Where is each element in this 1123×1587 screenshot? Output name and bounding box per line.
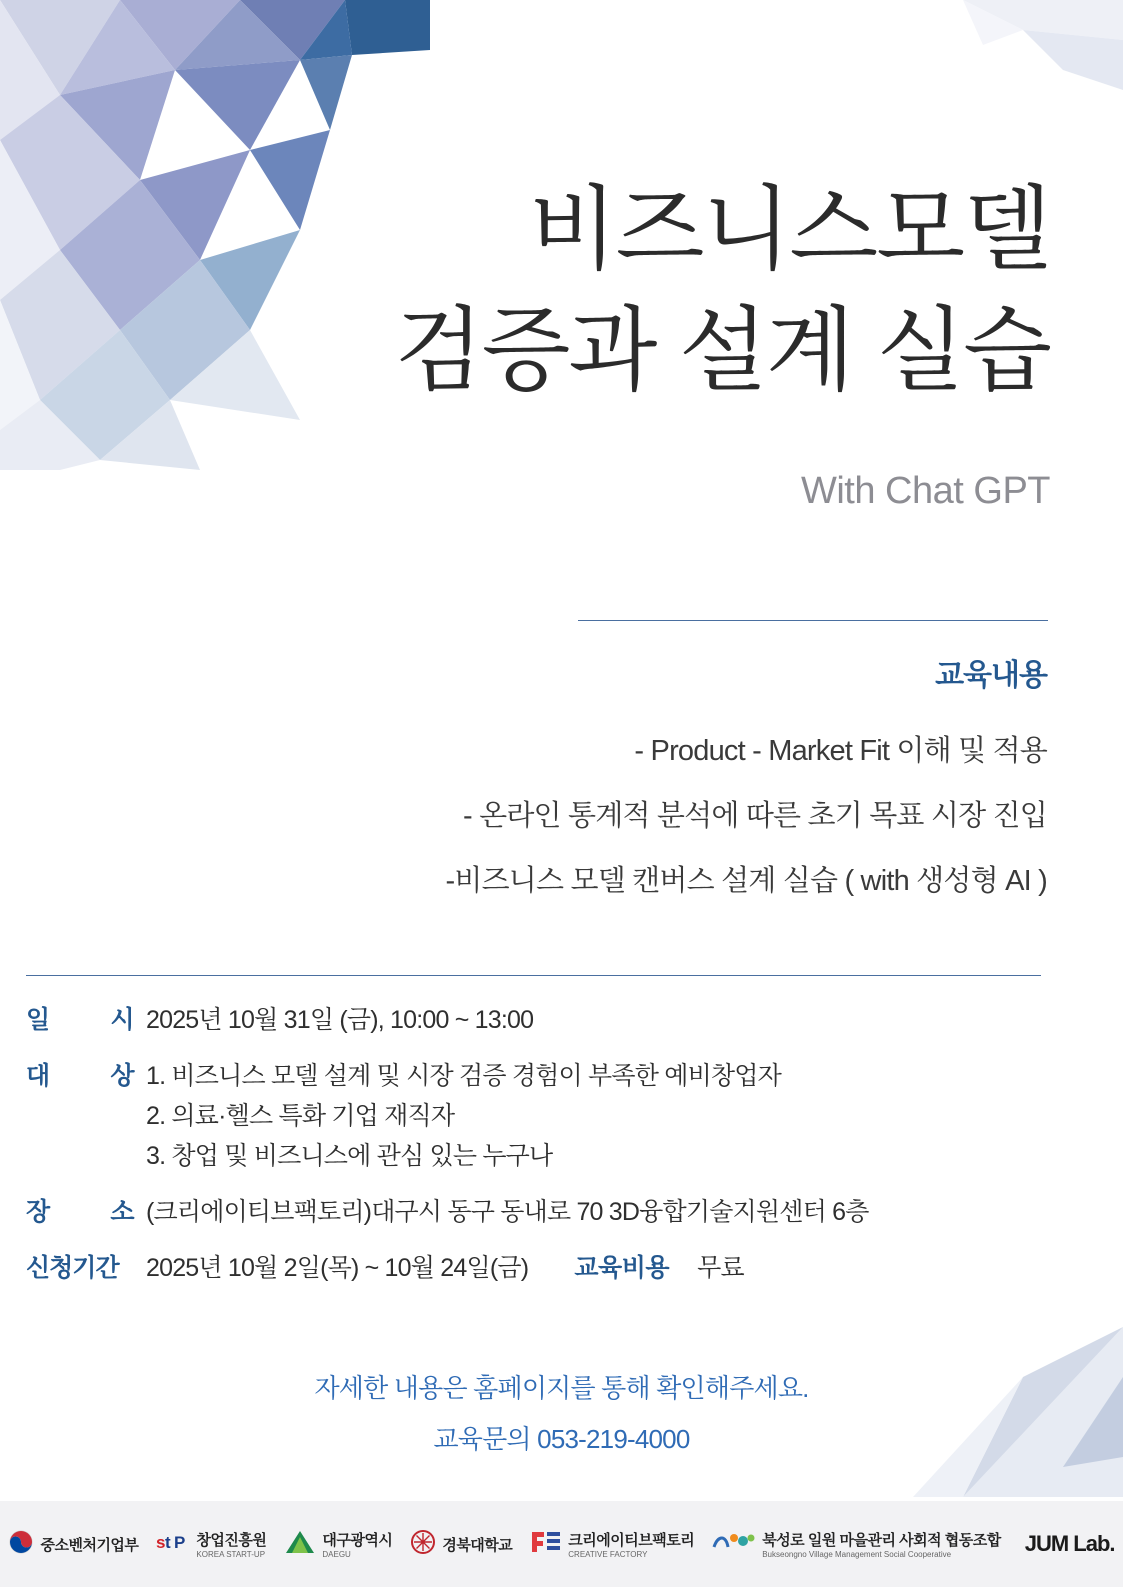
notice-line-1: 자세한 내용은 홈페이지를 통해 확인해주세요.: [314, 1373, 809, 1403]
title-line-1: 비즈니스모델: [528, 179, 1050, 281]
notice-line-2: 교육문의 053-219-4000: [433, 1424, 690, 1454]
logo-knu: [410, 1529, 512, 1559]
poster-title: [0, 170, 1050, 413]
divider-middle: [26, 975, 1041, 976]
info-label-place-char2: 소: [110, 1198, 134, 1226]
logo-sub-daegu-city: DAEGU: [322, 1550, 351, 1559]
info-value-place: (크리에이티브팩토리)대구시 동구 동내로 70 3D융합기술지원센터 6층: [146, 1198, 869, 1226]
polygon-artwork-top-right: [873, 0, 1123, 120]
logo-label-daegu-city: 대구광역시 DAEGU: [322, 1532, 393, 1559]
info-label-datetime-char2: 시: [110, 1006, 134, 1034]
application-period-text: 2025년 10월 2일(목) ~ 10월 24일(금): [146, 1254, 529, 1282]
info-value-datetime: 2025년 10월 31일 (금), 10:00 ~ 13:00: [146, 1006, 534, 1034]
info-label-place-char1: 장: [26, 1198, 50, 1226]
footer-notice: [0, 1368, 1123, 1456]
logo-sub-kised: KOREA START-UP: [196, 1550, 266, 1559]
logo-ministry-sme: [8, 1529, 138, 1559]
info-value-target: [146, 1056, 781, 1176]
knu-emblem-icon: [410, 1529, 436, 1559]
education-contents-heading: 교육내용: [935, 659, 1047, 692]
logo-creative-factory: [530, 1529, 694, 1559]
svg-text:P: P: [174, 1533, 186, 1552]
bukseongno-symbol-icon: [712, 1529, 756, 1559]
info-value-fee: 무료: [697, 1254, 744, 1282]
logo-daegu-city: [284, 1529, 392, 1559]
info-row-datetime: [26, 1000, 1086, 1040]
info-label-target: [26, 1056, 146, 1092]
logo-label-creative-factory: 크리에이티브팩토리 CREATIVE FACTORY: [568, 1532, 695, 1559]
event-info-table: [26, 1000, 1086, 1304]
taegeuk-icon: [8, 1529, 34, 1559]
info-label-application-period: 신청기간: [26, 1254, 119, 1282]
target-item-2: 2. 의료·헬스 특화 기업 재직자: [146, 1102, 455, 1130]
info-label-target-char2: 상: [110, 1062, 134, 1090]
svg-text:s: s: [156, 1533, 166, 1552]
logo-label-jum-lab: JUM Lab.: [1024, 1531, 1115, 1556]
info-label-fee: 교육비용: [574, 1254, 669, 1282]
info-row-target: [26, 1056, 1086, 1176]
target-item-1: 1. 비즈니스 모델 설계 및 시장 검증 경험이 부족한 예비창업자: [146, 1062, 781, 1090]
info-label-target-char1: 대: [26, 1062, 50, 1090]
creative-factory-mark-icon: [530, 1530, 562, 1558]
logo-label-kised: 창업진흥원 KOREA START-UP: [196, 1532, 267, 1559]
divider-top: [578, 620, 1048, 621]
svg-text:t: t: [165, 1533, 172, 1552]
logo-sub-creative-factory: CREATIVE FACTORY: [568, 1550, 648, 1559]
target-item-3: 3. 창업 및 비즈니스에 관심 있는 누구나: [146, 1142, 553, 1170]
logo-label-bukseongno-coop: 북성로 일원 마을관리 사회적 협동조합 Bukseongno Village Management Social Cooperative: [762, 1532, 1001, 1559]
daegu-mountain-icon: [284, 1529, 316, 1559]
sponsor-logo-bar: [0, 1501, 1123, 1587]
info-row-place: [26, 1192, 1086, 1232]
education-content-item-3: -비즈니스 모델 캔버스 설계 실습 ( with 생성형 AI ): [445, 865, 1047, 897]
logo-kised: [156, 1529, 266, 1559]
education-content-item-2: - 온라인 통계적 분석에 따른 초기 목표 시장 진입: [463, 800, 1047, 832]
logo-sub-bukseongno-coop: Bukseongno Village Management Social Cooperative: [762, 1550, 952, 1559]
education-content-item-1: - Product - Market Fit 이해 및 적용: [634, 735, 1047, 767]
title-line-2: 검증과 설계 실습: [394, 300, 1050, 403]
info-label-datetime: [26, 1000, 146, 1036]
poster-subtitle: With Chat GPT: [801, 470, 1050, 512]
education-contents-section: [327, 650, 1047, 923]
logo-bukseongno-coop: [712, 1529, 1001, 1559]
logo-label-ministry-sme: 중소벤처기업부: [40, 1536, 139, 1554]
logo-jum-lab: [1025, 1531, 1115, 1557]
info-row-application: [26, 1248, 1086, 1288]
info-label-datetime-char1: 일: [26, 1006, 50, 1034]
info-value-application-period: [146, 1248, 744, 1288]
kised-symbol-icon: [156, 1530, 190, 1558]
logo-label-knu: 경북대학교: [442, 1536, 513, 1554]
info-label-place: [26, 1192, 146, 1228]
